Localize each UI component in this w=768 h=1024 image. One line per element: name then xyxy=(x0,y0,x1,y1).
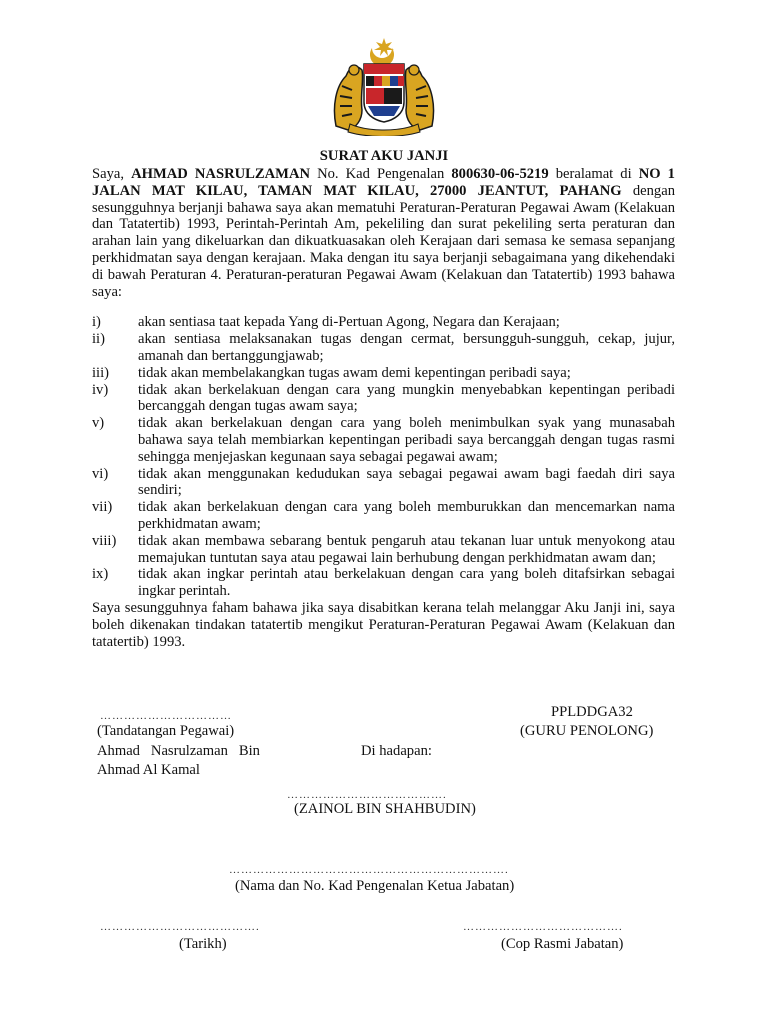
intro-text-3: beralamat di xyxy=(555,166,632,182)
item-text: akan sentiasa taat kepada Yang di-Pertuan Agong, Negara dan Kerajaan; xyxy=(138,314,560,331)
list-item xyxy=(92,566,675,600)
officer-full-name-line2: Ahmad Al Kamal xyxy=(97,762,200,778)
coat-of-arms-icon xyxy=(328,36,440,136)
item-number: ii) xyxy=(92,331,105,348)
pledge-list xyxy=(92,314,675,600)
item-number: iv) xyxy=(92,381,109,398)
witness-prefix: Di hadapan: xyxy=(361,743,432,759)
item-text: tidak akan menggunakan kedudukan saya sebagai pegawai awam bagi faedah diri saya sendiri; xyxy=(138,465,675,499)
list-item xyxy=(92,365,675,382)
date-label: (Tarikh) xyxy=(179,936,227,952)
intro-text-2: No. Kad Pengenalan xyxy=(317,166,445,182)
intro-text-1: Saya, xyxy=(92,166,125,182)
list-item xyxy=(92,415,675,465)
item-text: tidak akan berkelakuan dengan cara yang mungkin menyebabkan kepentingan peribadi bercanggah dengan tugas awam saya; xyxy=(138,381,675,415)
officer-signature-line: …………………………… xyxy=(100,710,232,722)
document-body xyxy=(92,166,675,650)
list-item xyxy=(92,499,675,533)
stamp-line: …………………………………. xyxy=(463,921,623,933)
item-text: tidak akan membelakangkan tugas awam demi kepentingan peribadi saya; xyxy=(138,364,571,381)
item-text: tidak akan berkelakuan dengan cara yang boleh memburukkan dan mencemarkan nama perkhidmatan awam; xyxy=(138,499,675,532)
ic-number: 800630-06-5219 xyxy=(451,166,549,182)
head-signature-line: ……………………………………………………………. xyxy=(229,864,509,876)
officer-name: AHMAD NASRULZAMAN xyxy=(131,166,311,182)
item-number: vii) xyxy=(92,499,113,516)
head-of-department-label: (Nama dan No. Kad Pengenalan Ketua Jabatan) xyxy=(235,878,515,894)
list-item xyxy=(92,466,675,500)
item-number: iii) xyxy=(92,364,110,381)
witness-name: (ZAINOL BIN SHAHBUDIN) xyxy=(294,801,476,817)
list-item xyxy=(92,533,675,567)
item-text: akan sentiasa melaksanakan tugas dengan cermat, bersungguh-sungguh, cekap, jujur, amanah dan bertanggungjawab; xyxy=(138,331,675,364)
item-text: tidak akan ingkar perintah atau berkelakuan dengan cara yang boleh ditafsirkan sebagai ingkar perintah. xyxy=(138,566,675,600)
stamp-label: (Cop Rasmi Jabatan) xyxy=(501,936,624,952)
witness-signature-line: …………………………………. xyxy=(287,789,447,801)
list-item xyxy=(92,314,675,331)
witness-code: PPLDDGA32 xyxy=(551,704,633,720)
item-number: viii) xyxy=(92,532,117,549)
item-number: i) xyxy=(92,314,101,331)
item-number: ix) xyxy=(92,566,109,583)
item-number: v) xyxy=(92,415,105,432)
address: NO 1 JALAN MAT KILAU, TAMAN MAT KILAU, 27000 JEANTUT, PAHANG xyxy=(92,166,675,199)
intro-paragraph xyxy=(92,166,675,300)
witness-role: (GURU PENOLONG) xyxy=(520,723,654,739)
item-text: tidak akan berkelakuan dengan cara yang boleh menimbulkan syak yang munasabah bahawa saya telah membiarkan kepentingan peribadi saya bercanggah dengan tugas rasmi sehingga menjejaskan kegunaan saya sebagai pegawai awam; xyxy=(138,415,675,465)
closing-paragraph: Saya sesungguhnya faham bahawa jika saya disabitkan kerana telah melanggar Aku Janji ini, saya boleh dikenakan tindakan tatatertib mengikut Peraturan-Peraturan Pegawai Awam (Kelakuan dan tatatertib) 1993. xyxy=(92,599,675,650)
list-item xyxy=(92,331,675,365)
list-item xyxy=(92,382,675,416)
intro-body: dengan sesungguhnya berjanji bahawa saya akan mematuhi Peraturan-Peraturan Pegawai Awam (Kelakuan dan Tatatertib) 1993, Perintah-Perintah Am, pekeliling dan surat pekeliling serta peraturan dan arahan lain yang dikeluarkan dan dikuatkuasakan oleh Kerajaan dari semasa ke semasa sepanjang perkhidmatan saya dengan kerajaan. Maka dengan itu saya berjanji sebagaimana yang dikehendaki di bawah Peraturan 4. Peraturan-peraturan Pegawai Awam (Kelakuan dan Tatatertib) 1993 bahawa saya: xyxy=(92,182,675,300)
document-title: SURAT AKU JANJI xyxy=(319,148,449,164)
officer-signature-label: (Tandatangan Pegawai) xyxy=(97,723,235,739)
item-text: tidak akan membawa sebarang bentuk pengaruh atau tekanan luar untuk menyokong atau memajukan tuntutan saya atau pegawai lain berhubung dengan perkhidmatan awam dan; xyxy=(138,532,675,566)
date-line: …………………………………. xyxy=(100,921,260,933)
officer-full-name-line1: Ahmad Nasrulzaman Bin xyxy=(97,743,260,759)
item-number: vi) xyxy=(92,465,109,482)
